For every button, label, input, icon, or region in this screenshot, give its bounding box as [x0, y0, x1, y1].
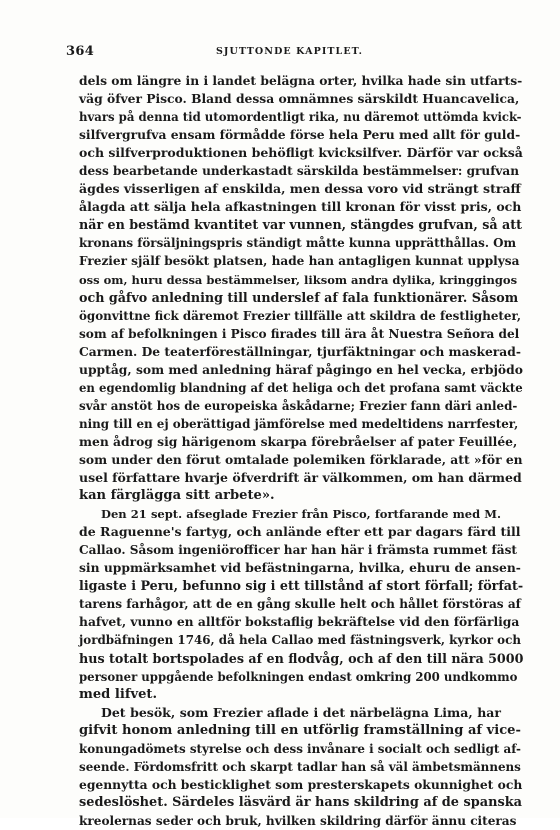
- text-line: ögonvittne fick däremot Frezier tillfälle att skildra de festligheter,: [79, 308, 522, 323]
- text-line: sin uppmärksamhet vid befästningarna, hvilka, ehuru de ansen-: [79, 560, 521, 576]
- text-line: upptåg, som med anledning häraf pågingo en hel vecka, erbjödo: [79, 361, 523, 377]
- text-line: ning till en ej oberättigad jämförelse med medeltidens narrfester,: [79, 416, 519, 431]
- text-line: Callao. Såsom ingeniörofficer har han här i främsta rummet fäst: [79, 543, 517, 558]
- text-line: personer uppgående befolkningen endast omkring 200 undkommo: [79, 669, 518, 684]
- text-line: seende. Fördomsfritt och skarpt tadlar han så väl ämbetsmännens: [79, 759, 521, 774]
- text-line: och gåfvo anledning till underslef af fala funktionärer. Såsom: [79, 289, 519, 305]
- text-line: egennytta och besticklighet som presterskapets okunnighet och: [79, 776, 523, 792]
- text-line: när en bestämd kvantitet var vunnen, stängdes grufvan, så att: [79, 217, 522, 233]
- text-line: de Raguenne's fartyg, och anlände efter ett par dagars färd till: [79, 524, 521, 540]
- text-line: Frezier själf besökt platsen, hade han antagligen kunnat upplysa: [79, 254, 520, 269]
- text-line: usel författare hvarje öfverdrift är välkommen, om han därmed: [79, 470, 522, 486]
- text-line: väg öfver Pisco. Bland dessa omnämnes särskildt Huancavelica,: [79, 91, 520, 107]
- text-line: dels om längre in i landet belägna orter, hvilka hade sin utfarts-: [79, 73, 523, 88]
- text-line: Carmen. De teaterföreställningar, tjurfäktningar och maskerad-: [79, 343, 521, 359]
- text-line: en egendomlig blandning af det heliga och det profana samt väckte: [79, 380, 523, 395]
- text-line: dess bearbetande underkastadt särskilda bestämmelser: grufvan: [79, 164, 520, 179]
- text-line: kronans försäljningspris ständigt måtte kunna upprätthållas. Om: [79, 236, 517, 251]
- body-text: [79, 72, 524, 830]
- text-line: tarens farhågor, att de en gång skulle helt och hållet förstöras af: [79, 597, 521, 612]
- text-line: Det besök, som Frezier aflade i det närbelägna Lima, har: [101, 704, 501, 720]
- text-line: gifvit honom anledning till en utförlig framställning af vice-: [79, 722, 521, 738]
- running-head: SJUTTONDE KAPITLET.: [215, 46, 364, 57]
- text-line: silfvergrufva ensam förmådde förse hela Peru med allt för guld-: [79, 127, 521, 143]
- text-line: och silfverproduktionen behöfligt kvicksilfver. Därför var också: [79, 145, 523, 161]
- text-line: kan färglägga sitt arbete».: [79, 488, 275, 504]
- text-line: kreolernas seder och bruk, hvilken skildring därför ännu citeras: [79, 813, 517, 828]
- text-line: svår anstöt hos de europeiska åskådarne; Frezier fann däri anled-: [79, 398, 518, 413]
- text-line: Den 21 sept. afseglade Frezier från Pisco, fortfarande med M.: [101, 507, 501, 522]
- page-number: 364: [66, 44, 95, 59]
- text-line: men ådrog sig härigenom skarpa förebråelser af pater Feuillée,: [79, 433, 518, 449]
- text-line: hvars på denna tid utomordentligt rika, nu däremot uttömda kvick-: [79, 110, 522, 125]
- text-line: konungadömets styrelse och dess invånare i socialt och sedligt af-: [79, 741, 521, 756]
- text-line: hus totalt bortspolades af en flodvåg, och af den till nära 5000: [79, 650, 524, 666]
- text-line: ligaste i Peru, befunno sig i ett tillstånd af stort förfall; förfat-: [79, 578, 524, 594]
- text-line: hafvet, vunno en alltför bokstaflig bekräftelse vid den förfärliga: [79, 614, 520, 630]
- text-line: ägdes visserligen af enskilda, men dessa voro vid strängt straff: [79, 181, 521, 197]
- page-header: [66, 44, 513, 62]
- text-line: sedeslöshet. Särdeles läsvärd är hans skildring af de spanska: [79, 794, 522, 810]
- text-line: jordbäfningen 1746, då hela Callao med fästningsverk, kyrkor och: [79, 633, 521, 648]
- text-line: ålagda att sälja hela afkastningen till kronan för visst pris, och: [79, 199, 522, 215]
- text-line: som af befolkningen i Pisco firades till ära åt Nuestra Señora del: [79, 326, 520, 341]
- text-line: som under den förut omtalade polemiken förklarade, att »för en: [79, 451, 523, 467]
- text-line: oss om, huru dessa bestämmelser, liksom andra dylika, kringgingos: [79, 272, 518, 287]
- text-line: med lifvet.: [79, 686, 158, 702]
